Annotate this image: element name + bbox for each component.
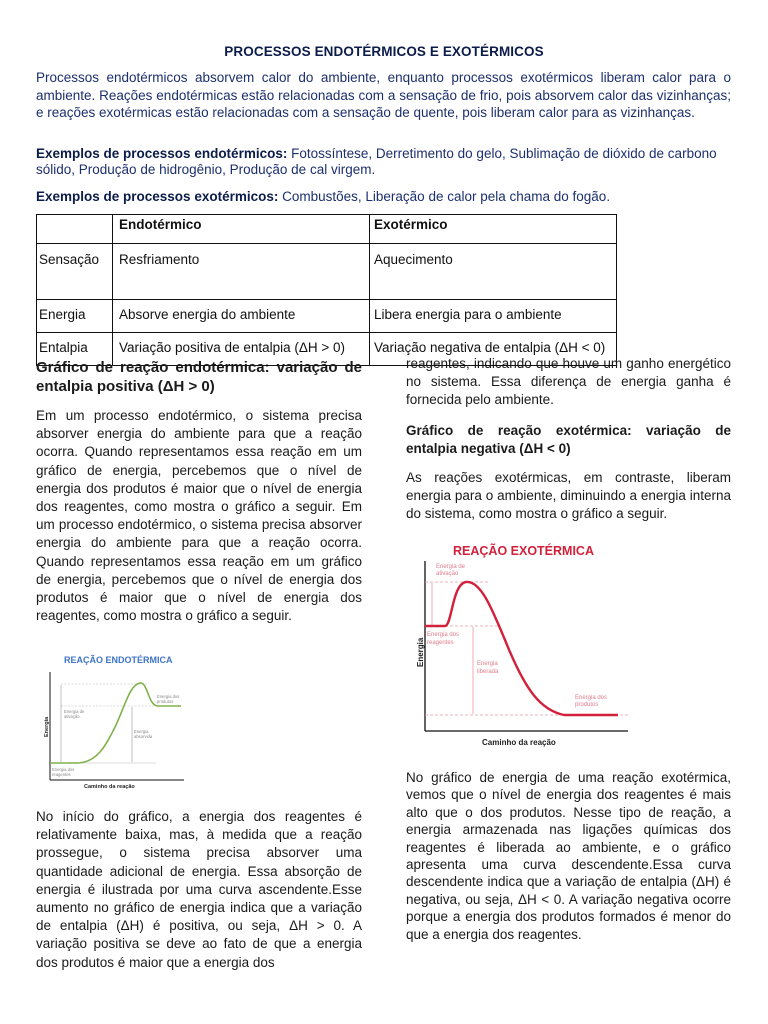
table-header-cell: Exotérmico [370, 215, 617, 244]
endothermic-energy-diagram [36, 645, 196, 795]
table-cell: Aquecimento [370, 244, 617, 300]
exothermic-energy-diagram [408, 534, 640, 752]
exo-reagents-label: Energia dos reagentes [427, 632, 460, 646]
table-cell: Entalpia [37, 333, 113, 366]
table-cell: Libera energia para o ambiente [370, 300, 617, 333]
page-title: PROCESSOS ENDOTÉRMICOS E EXOTÉRMICOS [224, 44, 544, 59]
exo-chart-title: REAÇÃO EXOTÉRMICA [453, 544, 594, 558]
exo-activation-label: Energia de ativação [436, 564, 466, 577]
exothermic-examples [36, 189, 731, 205]
comparison-table [36, 214, 617, 366]
table-header-cell: Endotérmico [113, 215, 370, 244]
endo-activation-label: Energia de ativação [64, 709, 85, 719]
endothermic-graph-heading: Gráfico de reação endotérmica: variação de entalpia positiva (ΔH > 0) [36, 359, 362, 395]
exo-y-axis-label: Energia [416, 637, 425, 667]
endothermic-examples-label: Exemplos de processos endotérmicos: [36, 146, 288, 161]
exothermic-explanation: No gráfico de energia de uma reação exotérmica, vemos que o nível de energia dos reagentes é mais alto que o dos produtos. Nesse tipo de reação, a energia armazenada nas ligações químicas dos reagentes é liberada ao ambiente, e o gráfico apresenta uma curva descendente.Essa curva descendente indica que a variação de entalpia (ΔH) é negativa, ou seja, ΔH < 0. A variação negativa ocorre porque a energia dos produtos formados é menor do que a energia dos reagentes. [406, 770, 731, 942]
endothermic-examples [36, 146, 731, 178]
intro-paragraph: Processos endotérmicos absorvem calor do ambiente, enquanto processos exotérmicos liberam calor para o ambiente. Reações endotérmicas estão relacionadas com a sensação de frio, pois absorvem calor das vizinhanças; e reações exotérmicas estão relacionadas com a sensação de quente, pois liberam calor para as vizinhanças. [36, 70, 731, 120]
table-header-cell [37, 215, 113, 244]
endothermic-examples-text: Fotossíntese, Derretimento do gelo, Sublimação de dióxido de carbono sólido, Produção de hidrogênio, Produção de cal virgem. [36, 146, 717, 177]
table-header-row [37, 215, 617, 244]
exothermic-examples-label: Exemplos de processos exotérmicos: [36, 189, 279, 204]
table-cell: Sensação [37, 244, 113, 300]
exothermic-examples-text: Combustões, Liberação de calor pela chama do fogão. [278, 189, 611, 204]
endo-y-axis-label: Energia [44, 716, 50, 737]
table-row [37, 244, 617, 300]
endo-chart-title: REAÇÃO ENDOTÉRMICA [64, 655, 173, 665]
endothermic-paragraph: Em um processo endotérmico, o sistema precisa absorver energia do ambiente para que a reação ocorra. Quando representamos essa reação em um gráfico de energia, percebemos que o nível de energia dos produtos é maior que o nível de energia dos reagentes, como mostra o gráfico a seguir. Em um processo endotérmico, o sistema precisa absorver energia do ambiente para que a reação ocorra. Quando representamos essa reação em um gráfico de energia, percebemos que o nível de energia dos produtos é maior que o nível de energia dos reagentes, como mostra o gráfico a seguir. [36, 408, 362, 624]
table-cell: Energia [37, 300, 113, 333]
exo-x-axis-label: Caminho da reação [482, 738, 556, 747]
table-row [37, 300, 617, 333]
endothermic-continued: reagentes, indicando que houve um ganho energético no sistema. Essa diferença de energia ganha é fornecida pelo ambiente. [406, 356, 731, 408]
exothermic-paragraph: As reações exotérmicas, em contraste, liberam energia para o ambiente, diminuindo a energia interna do sistema, como mostra o gráfico a seguir. [406, 470, 731, 522]
endo-reagents-label: Energia dos reagentes [52, 767, 75, 777]
table-cell: Absorve energia do ambiente [113, 300, 370, 333]
exo-products-label: Energia dos produtos [575, 695, 608, 708]
endo-products-label: Energia dos produtos [157, 694, 180, 704]
endo-x-axis-label: Caminho da reação [84, 784, 135, 790]
endothermic-explanation: No início do gráfico, a energia dos reagentes é relativamente baixa, mas, à medida que a reação prossegue, o sistema precisa absorver uma quantidade adicional de energia. Essa absorção de energia é ilustrada por uma curva ascendente.Esse aumento no gráfico de energia indica que a variação de entalpia (ΔH) é positiva, ou seja, ΔH > 0. A variação positiva se deve ao fato de que a energia dos produtos é maior que a energia dos [36, 809, 362, 970]
exothermic-graph-heading: Gráfico de reação exotérmica: variação de entalpia negativa (ΔH < 0) [406, 423, 731, 456]
table-cell: Variação negativa de entalpia (ΔH < 0) [370, 333, 617, 366]
endo-absorbed-label: Energia absorvida [134, 729, 153, 739]
exo-released-label: Energia liberada [477, 661, 499, 675]
table-cell: Variação positiva de entalpia (ΔH > 0) [113, 333, 370, 366]
table-cell: Resfriamento [113, 244, 370, 300]
